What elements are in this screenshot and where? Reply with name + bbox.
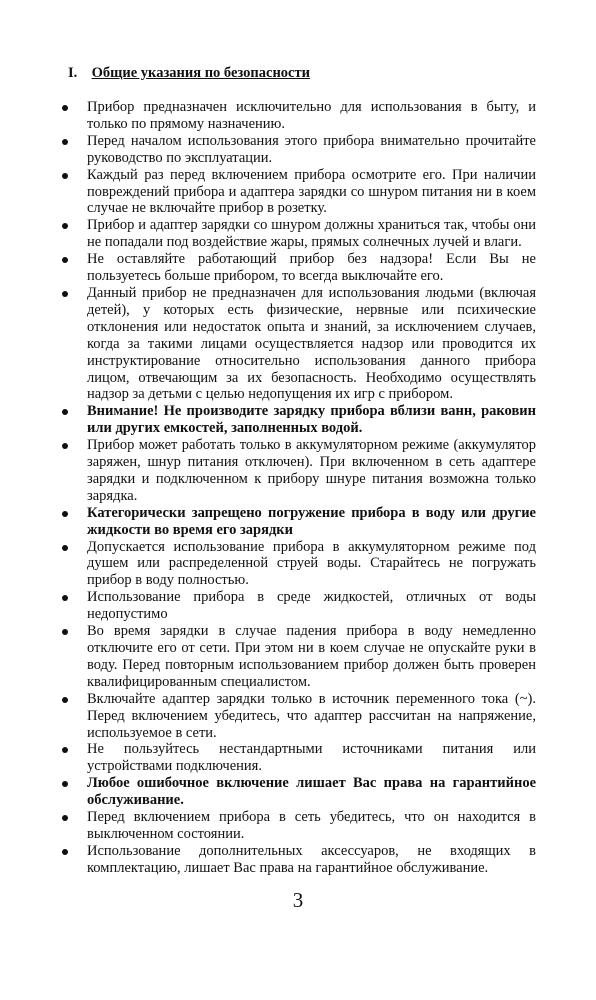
list-item-text: Данный прибор не предназначен для использования людьми (включая детей), у которых есть физические, нервные или психические отклонения или недостаток опыта и знаний, за исключением случаев, когда за такими лицами осуществляется надзор или проводится их инструктирование относительно использования данного прибора лицом, отвечающим за их безопасность. Необходимо осуществлять надзор за детьми с целью недопущения их игр с прибором. bbox=[87, 284, 536, 403]
bullet-icon bbox=[62, 747, 68, 753]
list-item bbox=[62, 285, 536, 403]
bullet-icon bbox=[62, 781, 68, 787]
list-item bbox=[62, 133, 536, 167]
bullet-icon bbox=[62, 257, 68, 263]
list-item-text: Прибор предназначен исключительно для использования в быту, и только по прямому назначению. bbox=[87, 99, 536, 132]
bullet-icon bbox=[62, 815, 68, 821]
list-item bbox=[62, 539, 536, 590]
list-item bbox=[62, 623, 536, 691]
list-item bbox=[62, 217, 536, 251]
list-item bbox=[62, 809, 536, 843]
list-item-text: Внимание! Не производите зарядку прибора вблизи ванн, раковин или других емкостей, заполненных водой. bbox=[87, 403, 536, 437]
list-item bbox=[62, 99, 536, 133]
section-title: Общие указания по безопасности bbox=[91, 65, 310, 81]
bullet-icon bbox=[62, 223, 68, 229]
list-item bbox=[62, 741, 536, 775]
section-number: I. bbox=[68, 65, 78, 81]
list-item bbox=[62, 167, 536, 218]
list-item-warning bbox=[62, 403, 536, 437]
list-item-warning bbox=[62, 505, 536, 539]
list-item-text: Перед началом использования этого прибора внимательно прочитайте руководство по эксплуатации. bbox=[87, 132, 536, 166]
bullet-icon bbox=[62, 173, 68, 179]
list-item bbox=[62, 843, 536, 877]
bullet-icon bbox=[62, 409, 68, 415]
bullet-icon bbox=[62, 511, 68, 517]
bullet-icon bbox=[62, 139, 68, 145]
list-item bbox=[62, 691, 536, 742]
bullet-icon bbox=[62, 629, 68, 635]
bullet-icon bbox=[62, 545, 68, 551]
list-item-text: Использование прибора в среде жидкостей, отличных от воды недопустимо bbox=[87, 589, 536, 623]
safety-instructions-list bbox=[62, 99, 536, 877]
bullet-icon bbox=[62, 697, 68, 703]
list-item-text: Включайте адаптер зарядки только в источник переменного тока (~). Перед включением убедитесь, что адаптер рассчитан на напряжение, используемое в сети. bbox=[87, 690, 536, 741]
list-item-text: Перед включением прибора в сеть убедитесь, что он находится в выключенном состоянии. bbox=[87, 809, 536, 842]
bullet-icon bbox=[62, 291, 68, 297]
list-item-text: Любое ошибочное включение лишает Вас права на гарантийное обслуживание. bbox=[87, 775, 536, 809]
section-heading bbox=[68, 64, 310, 82]
list-item-text: Каждый раз перед включением прибора осмотрите его. При наличии повреждений прибора и адаптера зарядки со шнуром питания ни в коем случае не включайте прибор в розетку. bbox=[87, 166, 536, 217]
bullet-icon bbox=[62, 595, 68, 601]
bullet-icon bbox=[62, 105, 68, 111]
bullet-icon bbox=[62, 443, 68, 449]
list-item-warning bbox=[62, 775, 536, 809]
list-item-text: Не пользуйтесь нестандартными источниками питания или устройствами подключения. bbox=[87, 741, 536, 775]
list-item-text: Прибор и адаптер зарядки со шнуром должны храниться так, чтобы они не попадали под воздействие жары, прямых солнечных лучей и влаги. bbox=[87, 217, 536, 251]
list-item-text: Не оставляйте работающий прибор без надзора! Если Вы не пользуетесь больше прибором, то всегда выключайте его. bbox=[87, 251, 536, 285]
list-item-text: Допускается использование прибора в аккумуляторном режиме под душем или распределенной струей воды. Старайтесь не погружать прибор в воду полностью. bbox=[87, 538, 536, 589]
list-item-text: Использование дополнительных аксессуаров, не входящих в комплектацию, лишает Вас права на гарантийное обслуживание. bbox=[87, 842, 536, 876]
page-number: 3 bbox=[292, 888, 304, 912]
list-item-text: Во время зарядки в случае падения прибора в воду немедленно отключите его от сети. При этом ни в коем случае не опускайте руки в воду. Перед повторным использованием прибор должен быть проверен квалифицированным специалистом. bbox=[87, 623, 536, 690]
list-item-text: Категорически запрещено погружение прибора в воду или другие жидкости во время его зарядки bbox=[87, 504, 536, 538]
bullet-icon bbox=[62, 849, 68, 855]
list-item-text: Прибор может работать только в аккумуляторном режиме (аккумулятор заряжен, шнур питания отключен). При включенном в сеть адаптере зарядки и подключенном к прибору шнуре питания возможна только зарядка. bbox=[87, 437, 536, 504]
list-item bbox=[62, 437, 536, 505]
list-item bbox=[62, 589, 536, 623]
list-item bbox=[62, 251, 536, 285]
